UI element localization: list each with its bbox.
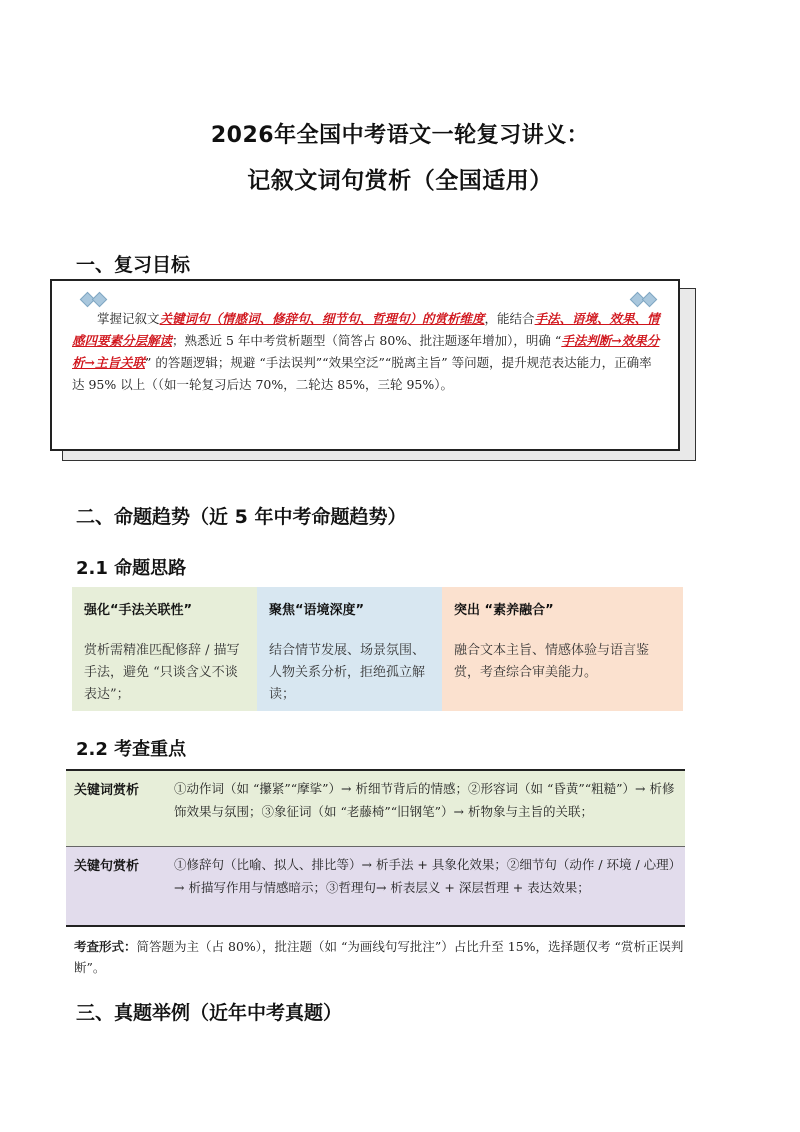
- document-title-line1: 2026年全国中考语文一轮复习讲义：: [210, 123, 590, 148]
- focus-table-row: [66, 769, 685, 847]
- focus-row-content: ①修辞句（比喻、拟人、排比等）→ 析手法 + 具象化效果；②细节句（动作 / 环境 / 心理）→ 析描写作用与情感暗示；③哲理句→ 析表层义 + 深层哲理 + 表达效果；: [174, 857, 675, 895]
- objective-text-part: ；熟悉近 5 年中考赏析题型（简答占 80%、批注题逐年增加），明确 “: [172, 333, 562, 348]
- trend-column-body: 结合情节发展、场景氛围、人物关系分析，拒绝孤立解读；: [269, 643, 426, 702]
- objective-text-part: 掌握记叙文: [97, 311, 160, 326]
- section1-heading: 一、复习目标: [76, 254, 191, 276]
- focus-table-row: [66, 847, 685, 927]
- section3-heading: 三、真题举例（近年中考真题）: [76, 1002, 343, 1024]
- objective-highlight: 手法、语境、效果、情感四要素分层解读: [72, 311, 660, 348]
- focus-row-label: 关键句赏析: [74, 859, 140, 874]
- exam-format-text: 简答题为主（占 80%），批注题（如 “为画线句写批注”）占比升至 15%，选择题仅考 “赏析正误判断”。: [74, 939, 684, 975]
- section2-heading: 二、命题趋势（近 5 年中考命题趋势）: [76, 506, 407, 528]
- trend-column-title: 突出 “素养融合”: [454, 603, 554, 618]
- focus-row-content: ①动作词（如 “攥紧”“摩挲”）→ 析细节背后的情感；②形容词（如 “昏黄”“粗糙”）→ 析修饰效果与氛围；③象征词（如 “老藤椅”“旧钢笔”）→ 析物象与主旨的关联；: [174, 781, 675, 819]
- objective-highlight: 手法判断→效果分析→主旨关联: [72, 333, 660, 370]
- exam-format-note: [74, 936, 714, 978]
- trend-column-title: 强化“手法关联性”: [84, 603, 193, 618]
- diamond-decoration-left-icon: [80, 291, 114, 307]
- objective-text-part: ，能结合: [484, 311, 535, 326]
- objective-text-part: ” 的答题逻辑；规避 “手法误判”“效果空泛”“脱离主旨” 等问题，提升规范表达能力，正确率达 95% 以上（（如一轮复习后达 70%，二轮达 85%，三轮 95%）。: [72, 355, 652, 392]
- trend-column: [442, 587, 683, 711]
- trend-column: [72, 587, 257, 711]
- focus-row-label: 关键词赏析: [74, 783, 140, 798]
- exam-format-label: 考查形式：: [74, 939, 137, 954]
- objective-text: [72, 308, 660, 396]
- trend-column-body: 赏析需精准匹配修辞 / 描写手法，避免 “只谈含义不谈表达”；: [84, 643, 240, 702]
- trend-column-title: 聚焦“语境深度”: [269, 603, 365, 618]
- subsection-2-1-heading: 2.1 命题思路: [76, 558, 187, 579]
- subsection-2-2-heading: 2.2 考查重点: [76, 739, 187, 760]
- document-title-line2: 记叙文词句赏析（全国适用）: [247, 168, 553, 194]
- trend-column-body: 融合文本主旨、情感体验与语言鉴赏，考查综合审美能力。: [454, 643, 650, 680]
- diamond-decoration-right-icon: [630, 291, 664, 307]
- trend-column: [257, 587, 442, 711]
- objective-highlight: 关键词句（情感词、修辞句、细节句、哲理句）的赏析维度: [159, 311, 485, 326]
